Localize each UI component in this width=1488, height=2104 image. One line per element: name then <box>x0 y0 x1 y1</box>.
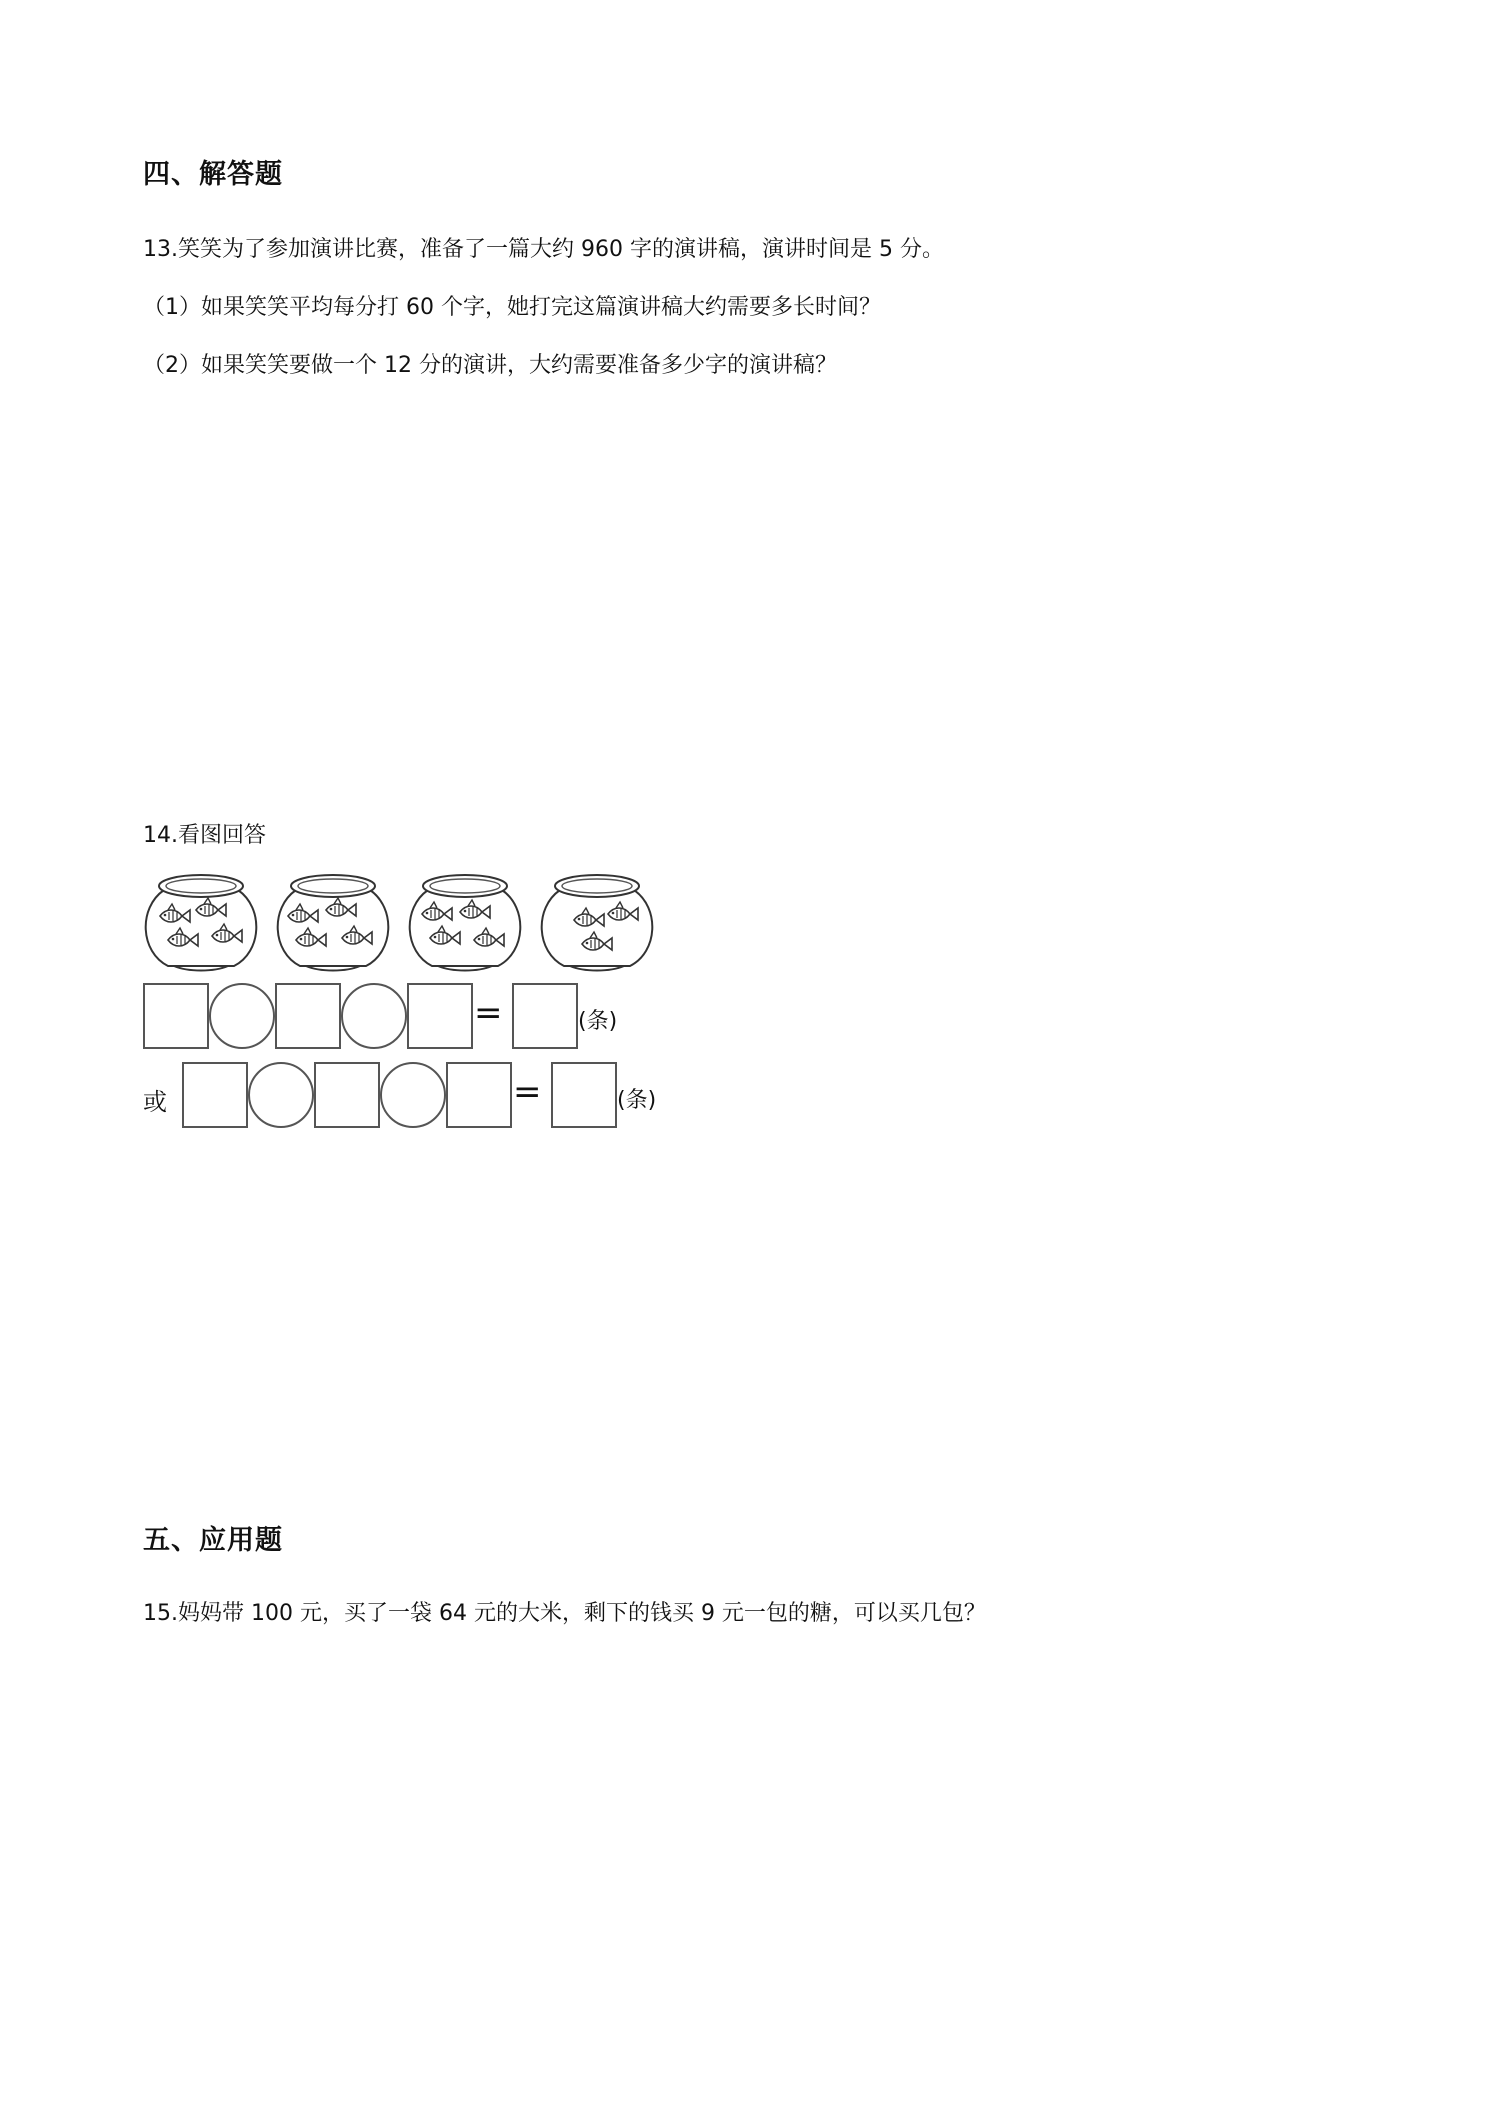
equals-sign: = <box>474 993 503 1033</box>
or-label: 或 <box>143 1088 167 1116</box>
fishbowl-icon <box>410 875 521 971</box>
unit-label: (条) <box>617 1088 657 1113</box>
question-15-stem: 15.妈妈带 100 元，买了一袋 64 元的大米，剩下的钱买 9 元一包的糖，可以买几包？ <box>143 1601 986 1626</box>
answer-box[interactable] <box>275 983 341 1049</box>
unit-label: (条) <box>578 1009 618 1034</box>
question-13-sub-2: （2）如果笑笑要做一个 12 分的演讲，大约需要准备多少字的演讲稿？ <box>143 353 837 378</box>
operator-circle[interactable] <box>341 983 407 1049</box>
operator-circle[interactable] <box>248 1062 314 1128</box>
answer-box[interactable] <box>143 983 209 1049</box>
fishbowl-figure <box>138 868 668 974</box>
result-box[interactable] <box>551 1062 617 1128</box>
question-13-sub-1: （1）如果笑笑平均每分打 60 个字，她打完这篇演讲稿大约需要多长时间？ <box>143 295 881 320</box>
section-title-4: 四、解答题 <box>143 159 283 190</box>
fishbowl-icon <box>278 875 389 971</box>
answer-box[interactable] <box>446 1062 512 1128</box>
question-13-stem: 13.笑笑为了参加演讲比赛，准备了一篇大约 960 字的演讲稿，演讲时间是 5 分。 <box>143 237 944 262</box>
question-14-stem: 14.看图回答 <box>143 823 266 848</box>
answer-box[interactable] <box>314 1062 380 1128</box>
answer-box[interactable] <box>182 1062 248 1128</box>
result-box[interactable] <box>512 983 578 1049</box>
section-title-5: 五、应用题 <box>143 1525 283 1556</box>
equals-sign: = <box>513 1072 542 1112</box>
fishbowl-icon <box>146 875 257 971</box>
operator-circle[interactable] <box>380 1062 446 1128</box>
operator-circle[interactable] <box>209 983 275 1049</box>
answer-box[interactable] <box>407 983 473 1049</box>
fishbowl-icon <box>542 875 653 971</box>
